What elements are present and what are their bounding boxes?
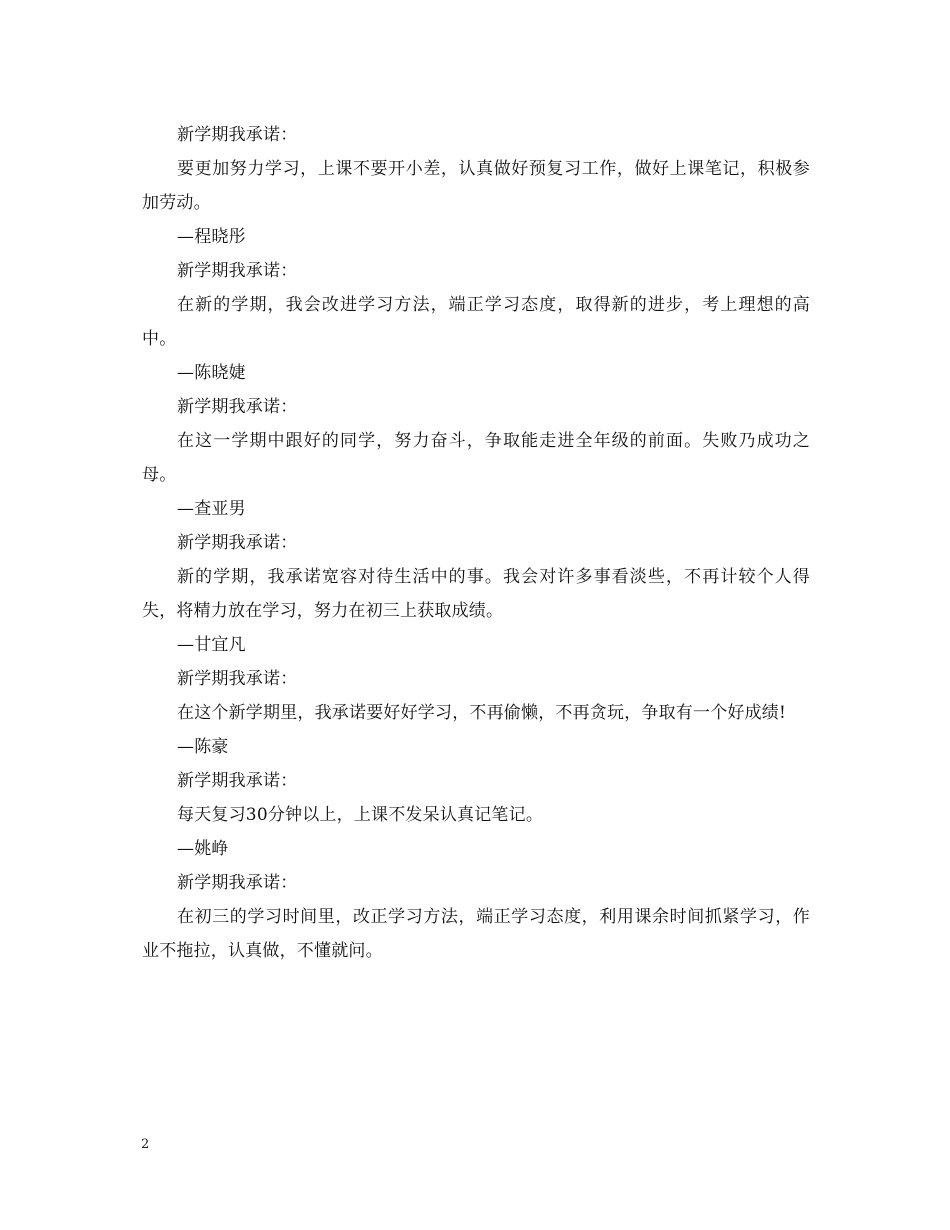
paragraph-heading: 新学期我承诺：: [177, 771, 298, 791]
paragraph-pledge: 在新的学期，我会改进学习方法，端正学习态度，取得新的进步，考上理想的高中。: [142, 295, 810, 349]
paragraph-heading: 新学期我承诺：: [177, 873, 298, 893]
page-number: 2: [141, 1137, 150, 1152]
paragraph-signature: —查亚男: [177, 499, 246, 519]
paragraph-heading: 新学期我承诺：: [177, 261, 298, 281]
paragraph-heading: 新学期我承诺：: [177, 397, 298, 417]
paragraph-pledge: 在这个新学期里，我承诺要好好学习，不再偷懒，不再贪玩，争取有一个好成绩!: [177, 703, 787, 723]
paragraph-signature: —程晓彤: [177, 227, 246, 247]
paragraph-heading: 新学期我承诺：: [177, 669, 298, 689]
paragraph-heading: 新学期我承诺：: [177, 533, 298, 553]
paragraph-pledge: 在初三的学习时间里，改正学习方法，端正学习态度，利用课余时间抓紧学习，作业不拖拉，认真做，不懂就问。: [142, 907, 810, 961]
paragraph-pledge: 每天复习30分钟以上，上课不发呆认真记笔记。: [177, 805, 544, 825]
paragraph-signature: —姚峥: [177, 839, 229, 859]
paragraph-pledge: 新的学期，我承诺宽容对待生活中的事。我会对许多事看淡些，不再计较个人得失，将精力放在学习，努力在初三上获取成绩。: [142, 567, 810, 621]
paragraph-heading: 新学期我承诺：: [177, 125, 298, 145]
paragraph-signature: —陈晓婕: [177, 363, 246, 383]
paragraph-signature: —甘宜凡: [177, 635, 246, 655]
document-body: [142, 118, 810, 968]
paragraph-pledge: 要更加努力学习，上课不要开小差，认真做好预复习工作，做好上课笔记，积极参加劳动。: [142, 159, 810, 213]
paragraph-pledge: 在这一学期中跟好的同学，努力奋斗，争取能走进全年级的前面。失败乃成功之母。: [142, 431, 810, 485]
paragraph-signature: —陈豪: [177, 737, 229, 757]
